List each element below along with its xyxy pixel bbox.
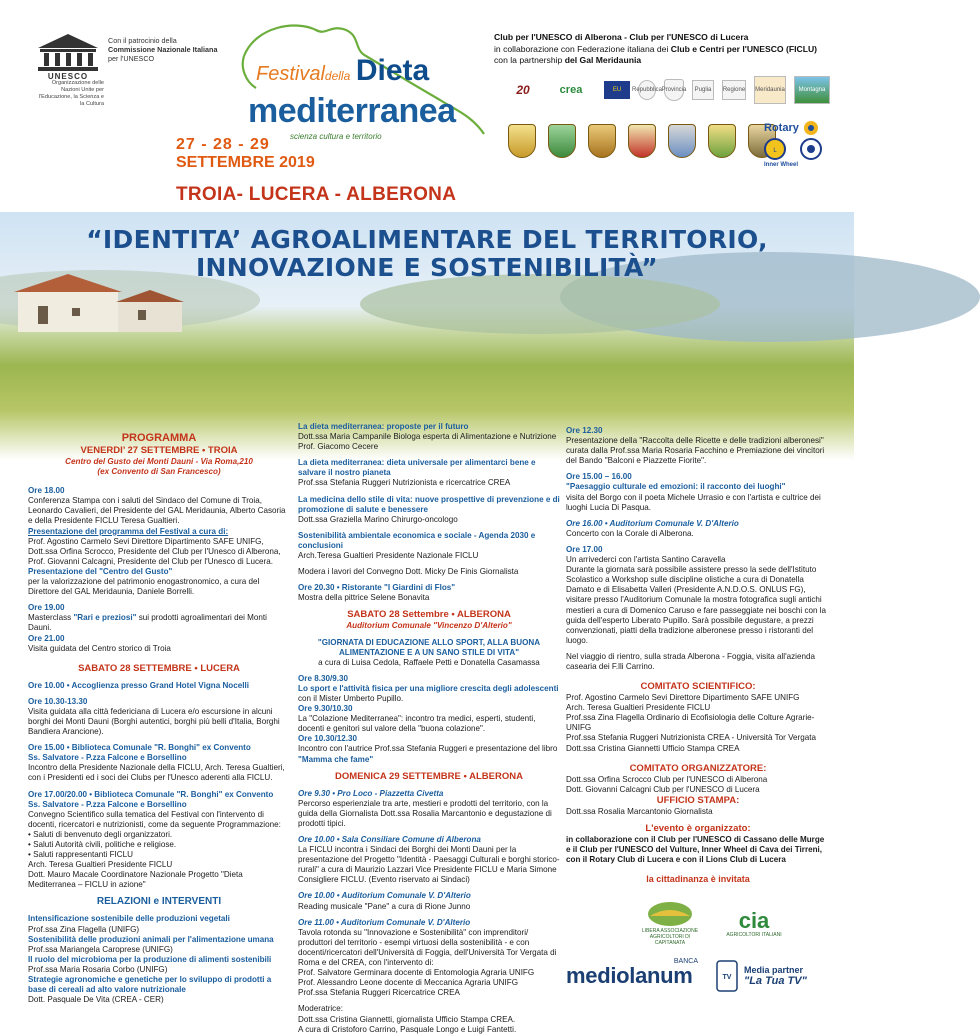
speaker: Arch. Teresa Gualtieri Presidente FICLU (28, 860, 173, 870)
time-label: Ore 9.30 • Pro Loco - Piazzetta Civetta (298, 788, 444, 798)
la-tua-tv-icon (716, 960, 738, 992)
time-label: Ore 15.00 – 16.00 (566, 472, 632, 482)
event-title: "GIORNATA DI EDUCAZIONE ALLO SPORT, ALLA BUONA ALIMENTAZIONE E A UN SANO STILE DI VITA" (317, 637, 541, 657)
day-heading: SABATO 28 Settembre • ALBERONA (347, 609, 511, 621)
dates-month: SETTEMBRE 2019 (176, 154, 315, 171)
media-partner-label: Media partner (744, 965, 804, 975)
event-description: Incontro della Presidente Nazionale della FICLU, Arch. Teresa Gualtieri, con i Presidenti ed i soci dei Clubs per l'Unesco aderenti alla FICLU. (28, 763, 285, 783)
time-label: Ore 8.30/9.30 (298, 673, 348, 683)
committee-member: Dott.ssa Orfina Scrocco Club per l'UNESCO di Alberona (566, 774, 768, 784)
unesco-name: UNESCO (47, 72, 89, 81)
town-shield-icon (548, 124, 576, 158)
event-description: visita del Borgo con il poeta Michele Urrasio e con l'artista e cultrice dei luoghi Lucia Di Pasqua. (566, 492, 821, 512)
committee-member: Arch. Teresa Gualtieri Presidente FICLU (566, 703, 711, 713)
town-shield-icon (708, 124, 736, 158)
cia-logo (726, 910, 782, 938)
day-heading: VENERDI’ 27 SETTEMBRE • TROIA (80, 445, 238, 456)
speaker: Prof.ssa Maria Rosaria Corbo (UNIFG) (28, 964, 168, 974)
talk-title: Il ruolo del microbioma per la produzione di alimenti sostenibili (28, 954, 272, 964)
festival-cities: TROIA- LUCERA - ALBERONA (176, 184, 457, 205)
event-description: Un arrivederci con l'artista Santino Caravella (566, 555, 726, 565)
press-office-heading: UFFICIO STAMPA: (656, 794, 740, 806)
event-description: La "Colazione Mediterranea": incontro tra medici, esperti, studenti, docenti e genitori sul valore della "buona colazione". (298, 714, 536, 734)
speaker: Prof. Giovanni Calcagni, Presidente del Club per l'Unesco di Lucera. (28, 556, 273, 566)
speaker: Dott.ssa Maria Campanile Biologa esperta di Alimentazione e Nutrizione (298, 432, 557, 442)
eu-flag-icon: EU (604, 81, 630, 99)
venue: Ss. Salvatore - P.zza Falcone e Borsellino (28, 753, 187, 763)
headline-line1: “IDENTITA’ AGROALIMENTARE DEL TERRITORIO, (86, 225, 768, 254)
time-label: Ore 9.30/10.30 (298, 704, 353, 714)
town-shield-icon (628, 124, 656, 158)
time-label: Ore 15.00 • Biblioteca Comunale "R. Bonghi" ex Convento (28, 743, 251, 753)
talk-title: Intensificazione sostenibile delle produzioni vegetali (28, 914, 230, 924)
committee-member: Dott.ssa Cristina Giannetti Ufficio Stampa CREA (566, 743, 740, 753)
committee-member: Prof.ssa Stefania Ruggeri Nutrizionista CREA - Università Tor Vergata (566, 733, 816, 743)
speaker: Arch.Teresa Gualtieri Presidente Nazionale FICLU (298, 551, 479, 561)
organized-by-text: in collaborazione con il Club per l'UNESCO di Cassano delle Murge e il Club per l'UNESCO del Vulture, Inner Wheel di Cava dei Tirreni, con il Rotary Club di Lucera e con il Lions Club di Lucera (566, 834, 825, 865)
wheat-field-icon (646, 894, 694, 928)
agricoltori-capitanata-logo (640, 894, 700, 946)
committee-heading: COMITATO ORGANIZZATORE: (629, 762, 767, 774)
event-description: con il Mister Umberto Pupillo. (298, 693, 404, 703)
talk-title: La dieta mediterranea: dieta universale per alimentarci bene e salvare il nostro pianeta (298, 458, 536, 478)
speaker: Prof. Alessandro Leone docente di Meccanica Agraria UNIFG (298, 978, 518, 988)
event-description: Presentazione della "Raccolta delle Ricette e delle tradizioni alberonesi" curata dalla Prof.ssa Maria Rosaria Facchino e Premiazione dei vincitori del Bando "Balconi e Piazzette Fiorite". (566, 436, 825, 466)
talk-title: La medicina dello stile di vita: nuove prospettive di prevenzione e di promozione di salute e benessere (298, 494, 560, 514)
assoc-name: LIBERA ASSOCIAZIONE AGRICOLTORI DI CAPITANATA (641, 928, 699, 946)
unesco-temple-icon (34, 32, 102, 72)
moderator: Modera i lavori del Convegno Dott. Micky De Finis Giornalista (298, 567, 519, 577)
event-description: Conferenza Stampa con i saluti del Sindaco del Comune di Troia, Leonardo Cavalieri, del Presidente del GAL Meridaunia, Alberto Casoria e della Presidente FICLU Teresa Gualtieri. (28, 496, 286, 526)
event-description: Durante la giornata sarà possibile assistere presso la sede dell'Istituto Scolastico a Workshop sulle discipline olistiche a cura di Donatella Damato e di Elisabetta Valleri (Presidente A.N.D.O.S. ONLUS FG), visitare presso l'Auditorium Comunale la mostra fotografica sugli antichi mestieri a cura di Domenico Caruso e fare passeggiate nei boschi con la guida dell'esperto Liberato Pupillo. Sarà possibile degustare, a prezzi convenzionati, piatti della tradizione alberonese presso i ristoranti del luogo. (566, 565, 827, 645)
speaker: Dott. Mauro Macale Coordinatore Nazionale Progetto "Dieta Mediterranea – FICLU in azione" (28, 870, 243, 890)
event-description: Visita guidata alla città federiciana di Lucera e/o escursione in alcuni borghi dei Monti Dauni (Borghi autentici, borghi più belli d'Italia, Borghi Bandiera Arancione). (28, 706, 280, 737)
organizers-collab: in collaborazione con Federazione italiana dei Club e Centri per l'UNESCO (FICLU) (494, 43, 818, 54)
event-description: Concerto con la Corale di Alberona. (566, 528, 694, 538)
anniversary-logo: 20 (516, 83, 530, 97)
organizers-clubs: Club per l'UNESCO di Alberona - Club per l'UNESCO di Lucera (494, 32, 749, 42)
svg-text:TV: TV (722, 974, 732, 981)
town-shield-icon (588, 124, 616, 158)
time-label: Ore 20.30 • Ristorante "I Giardini di Flos" (298, 583, 456, 593)
town-shield-icon (508, 124, 536, 158)
event-description: Reading musicale "Pane" a cura di Rione Junno (298, 901, 471, 911)
committee-member: Prof. Agostino Carmelo Sevi Direttore Dipartimento SAFE UNIFG (566, 693, 800, 703)
bullet-item: • Saluti di benvenuto degli organizzatori. (28, 829, 173, 839)
speaker: Dott.ssa Graziella Marino Chirurgo-oncologo (298, 514, 458, 524)
time-label: Ore 19.00 (28, 603, 65, 613)
programme-heading: PROGRAMMA (121, 432, 197, 444)
meridaunia-logo: Meridaunia (754, 76, 786, 104)
day-heading: DOMENICA 29 SETTEMBRE • ALBERONA (335, 770, 523, 782)
provincia-shield-icon: Provincia (664, 79, 684, 101)
speaker: Prof.ssa Stefania Ruggeri Ricercatrice CREA (298, 988, 460, 998)
cia-subtitle: AGRICOLTORI ITALIANI (726, 932, 782, 938)
time-label: Ore 17.00 (566, 544, 603, 554)
organized-by-heading: L'evento è organizzato: (645, 822, 751, 834)
cia-wordmark: cia (738, 908, 770, 933)
time-label: Ore 11.00 • Auditorium Comunale V. D'Alterio (298, 917, 471, 927)
time-label: Ore 16.00 • Auditorium Comunale V. D'Alterio (566, 518, 739, 528)
time-label: Ore 17.00/20.00 • Biblioteca Comunale "R. Bonghi" ex Convento (28, 789, 274, 799)
speaker: Prof. Agostino Carmelo Sevi Direttore Dipartimento SAFE UNIFG, (28, 536, 264, 546)
mediolanum-banca: BANCA (673, 958, 698, 965)
event-description: Masterclass "Rari e preziosi" sui prodotti agroalimentari dei Monti Dauni. (28, 613, 267, 633)
programme-column-2 (298, 422, 560, 1035)
dates-days: 27 - 28 - 29 (176, 136, 270, 153)
venue: Centro del Gusto dei Monti Dauni - Via Roma,210 (65, 457, 253, 466)
organizers-block (494, 32, 850, 67)
organizers-partnership: con la partnership del Gal Meridaunia (494, 55, 642, 65)
book-title: "Mamma che fame" (298, 754, 374, 764)
festival-logo (226, 16, 494, 142)
puglia-logo: Puglia (692, 80, 714, 100)
day-heading: SABATO 28 SETTEMBRE • LUCERA (78, 662, 240, 674)
event-description: Tavola rotonda su "Innovazione e Sostenibilità" con imprenditori/ produttori del territorio - esempi virtuosi della sostenibilità - e con docenti/ricercatori dell'Università di Foggia, dell'Università Tor Vergata di Roma e del CREA, con l'intervento di: (298, 927, 557, 968)
festival-title-line1: Festivaldella Dieta (256, 54, 430, 87)
organizer-credit: a cura di Luisa Cedola, Raffaele Petti e Donatella Casamassa (318, 657, 540, 667)
together-logo: Inner Wheel (764, 162, 799, 168)
event-title: Presentazione del programma del Festival a cura di: (28, 526, 229, 536)
talk-title: Sostenibilità delle produzioni animali per l'alimentazione umana (28, 934, 274, 944)
rotary-logo: Rotary (764, 122, 799, 134)
municipality-shields (508, 124, 776, 158)
event-description: Convegno Scientifico sulla tematica del Festival con l'intervento di docenti, ricercatori e nutrizionisti, come da seguente Programmazione: (28, 809, 281, 829)
talk-title: La dieta mediterranea: proposte per il futuro (298, 422, 469, 431)
festival-subtitle: scienza cultura e territorio (290, 132, 382, 141)
unesco-patronage (34, 32, 224, 132)
patronage-text: Con il patrocinio della Commissione Nazionale Italiana per l'UNESCO (108, 36, 218, 63)
organizer-credit: A cura di Cristoforo Carrino, Pasquale Longo e Luigi Fantetti. (298, 1024, 517, 1034)
svg-text:L: L (773, 148, 777, 154)
time-label: Ore 12.30 (566, 426, 603, 435)
bullet-item: • Saluti rappresentanti FICLU (28, 850, 133, 860)
press-officer: Dott.ssa Rosalia Marcantonio Giornalista (566, 806, 713, 816)
time-label: Ore 10.30-13.30 (28, 696, 88, 706)
time-label: Ore 10.30/12.30 (298, 734, 357, 744)
talk-title: Sostenibilità ambientale economica e sociale - Agenda 2030 e conclusioni (298, 530, 536, 550)
time-label: Ore 10.00 • Auditorium Comunale V. D'Alterio (298, 891, 471, 901)
speaker: Prof.ssa Zina Flagella (UNIFG) (28, 924, 140, 934)
unesco-org-name: Organizzazione delle Nazioni Unite per l'Educazione, la Scienza e la Cultura (38, 80, 104, 107)
committee-member: Prof.ssa Zina Flagella Ordinario di Ecofisiologia delle Colture Agrarie- UNIFG (566, 713, 815, 733)
venue: Ss. Salvatore - P.zza Falcone e Borsellino (28, 799, 187, 809)
festival-dates (176, 136, 326, 172)
time-label: Ore 18.00 (28, 486, 65, 496)
crea-logo: crea (559, 84, 583, 96)
montagna-logo: Montagna (794, 76, 830, 104)
speaker: Prof.ssa Mariangela Caroprese (UNIFG) (28, 944, 173, 954)
event-title: Presentazione del "Centro del Gusto" (28, 566, 173, 576)
event-description: per la valorizzazione del patrimonio enogastronomico, a cura del Direttore del GAL Meridaunia, Daniele Borrelli. (28, 577, 260, 597)
event-title: "Paesaggio culturale ed emozioni: il racconto dei luoghi" (566, 482, 786, 492)
programme-column-1 (28, 432, 290, 1005)
partner-logos-row1 (508, 76, 830, 104)
hill-shape (360, 274, 720, 334)
speaker: Prof. Giacomo Cecere (298, 442, 379, 452)
bullet-item: • Saluti Autorità civili, politiche e religiose. (28, 840, 177, 849)
event-description: Visita guidata del Centro storico di Troia (28, 643, 171, 653)
invitation-note: la cittadinanza è invitata (646, 874, 750, 885)
repubblica-emblem-icon: Repubblica (638, 80, 656, 100)
venue: Auditorium Comunale "Vincenzo D'Alterio" (346, 621, 512, 631)
venue-note: (ex Convento di San Francesco) (97, 467, 221, 477)
committee-member: Dott. Giovanni Calcagni Club per l'UNESCO di Lucera (566, 784, 760, 794)
programme-column-3 (566, 426, 830, 884)
speaker: Prof.ssa Stefania Ruggeri Nutrizionista e ricercatrice CREA (298, 478, 511, 488)
mediolanum-wordmark: mediolanum (566, 963, 693, 988)
section-heading: RELAZIONI e INTERVENTI (96, 896, 222, 908)
headline (0, 226, 854, 282)
rotary-wheel-icon (803, 120, 819, 136)
service-clubs-logos (764, 120, 844, 168)
event-description: La FICLU incontra i Sindaci dei Borghi dei Monti Dauni per la presentazione del Progetto "Identità - Paesaggi Culturali e borghi storico-rurali" a cura di Maurizio Lazzari Vice Presidente FICLU e Maria Simone Consigliere FICLU. (Evento riservato ai Sindaci) (298, 845, 560, 885)
media-partner-name: "La Tua TV" (744, 975, 807, 987)
committee-heading: COMITATO SCIENTIFICO: (640, 681, 756, 693)
talk-title: Strategie agronomiche e genetiche per lo sviluppo di prodotti a base di cereali ad alto valore nutrizionale (28, 975, 272, 995)
lions-logo-icon (764, 138, 786, 160)
event-description: Incontro con l'autrice Prof.ssa Stefania Ruggeri e presentazione del libro (298, 744, 558, 754)
speaker: Dott. Pasquale De Vita (CREA - CER) (28, 995, 164, 1005)
speaker: Dott.ssa Orfina Scrocco, Presidente del Club per l'Unesco di Alberona, (28, 546, 281, 556)
speaker: Prof. Salvatore Germinara docente di Entomologia Agraria UNIFG (298, 968, 535, 978)
regione-logo: Regione (722, 80, 746, 100)
mediolanum-logo (566, 958, 706, 987)
talk-title: Lo sport e l'attività fisica per una migliore crescita degli adolescenti (298, 683, 559, 693)
event-description: Mostra della pittrice Selene Bonavita (298, 593, 430, 603)
media-partner (716, 960, 840, 992)
moderator-label: Moderatrice: (298, 1004, 343, 1014)
time-label: Ore 10.00 • Accoglienza presso Grand Hotel Vigna Nocelli (28, 680, 249, 690)
festival-title-line2: mediterranea (248, 92, 456, 130)
time-label: Ore 10.00 • Sala Consiliare Comune di Alberona (298, 835, 481, 844)
headline-line2: INNOVAZIONE E SOSTENIBILITÀ” (195, 253, 659, 282)
time-label: Ore 21.00 (28, 633, 65, 643)
event-description: Nel viaggio di rientro, sulla strada Alberona - Foggia, visita all'azienda casearia dei F.lli Carrino. (566, 651, 815, 671)
moderator: Dott.ssa Cristina Giannetti, giornalista Ufficio Stampa CREA. (298, 1014, 516, 1024)
town-shield-icon (668, 124, 696, 158)
event-description: Percorso esperienziale tra arte, mestieri e prodotti del territorio, con la guida della Giornalista Dott.ssa Rosalia Marcantonio e degustazione di prodotti tipici. (298, 798, 552, 828)
inner-wheel-icon (800, 138, 822, 160)
